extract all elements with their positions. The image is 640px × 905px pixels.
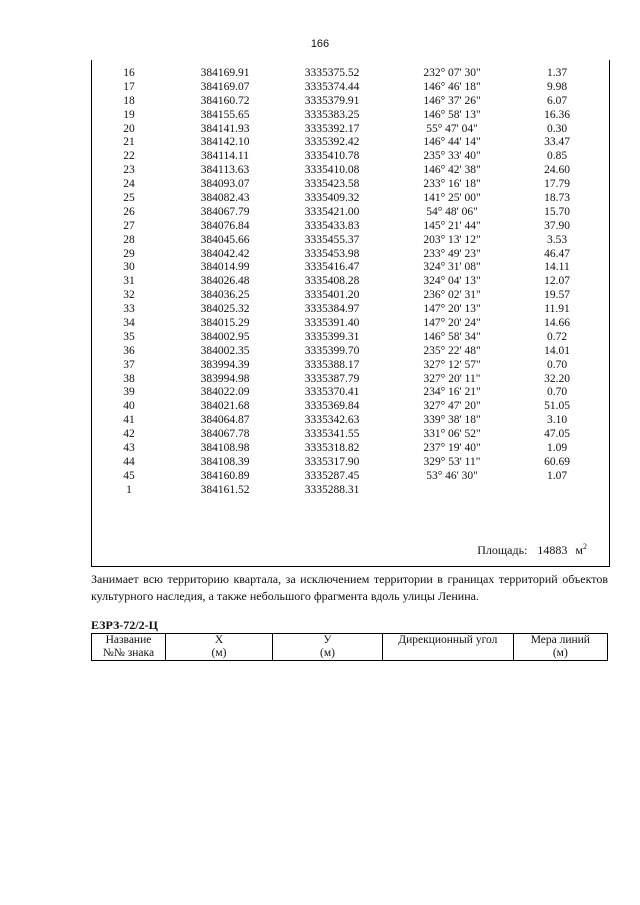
line-length: 14.11 (544, 261, 570, 274)
point-number: 18 (123, 94, 135, 107)
direction-angle: 327° 47' 20" (423, 400, 481, 413)
line-length: 16.36 (544, 108, 570, 121)
point-number: 32 (123, 289, 135, 302)
direction-angle: 53° 46' 30" (426, 469, 478, 482)
line-length: 12.07 (544, 275, 570, 288)
direction-angle: 235° 22' 48" (423, 344, 481, 357)
direction-angle: 203° 13' 12" (423, 233, 481, 246)
y-coordinate: 3335374.44 (304, 80, 360, 93)
x-coordinate: 384064.87 (200, 414, 250, 427)
table-row (92, 275, 609, 289)
point-number: 42 (123, 428, 135, 441)
y-coordinate: 3335383.25 (304, 108, 360, 121)
x-coordinate: 384169.91 (200, 67, 250, 79)
table-row (92, 234, 609, 248)
point-number: 26 (123, 205, 135, 218)
direction-angle: 146° 58' 13" (423, 108, 481, 121)
x-coordinate: 384113.63 (200, 164, 250, 177)
table-row (92, 359, 609, 373)
section-title: ЕЗРЗ-72/2-Ц (91, 618, 158, 632)
header-line: X (214, 634, 224, 646)
direction-angle: 234° 16' 21" (423, 386, 481, 399)
point-number: 38 (123, 372, 135, 385)
point-number: 36 (123, 344, 135, 357)
direction-angle: 146° 58' 34" (423, 330, 481, 343)
coordinates-rows (92, 67, 609, 498)
y-coordinate: 3335455.37 (304, 233, 360, 246)
point-number: 25 (123, 192, 135, 205)
x-coordinate: 384026.48 (200, 275, 250, 288)
line-length: 1.07 (546, 469, 568, 482)
line-length: 15.70 (544, 205, 570, 218)
direction-angle: 327° 12' 57" (423, 358, 481, 371)
x-coordinate: 384108.39 (200, 455, 250, 468)
direction-angle: 146° 46' 18" (423, 80, 481, 93)
direction-angle: 147° 20' 24" (423, 317, 481, 330)
x-coordinate: 384108.98 (200, 442, 250, 455)
y-coordinate: 3335317.90 (304, 455, 360, 468)
table-row (92, 386, 609, 400)
header-line: (м) (320, 647, 335, 659)
x-coordinate: 384142.10 (200, 136, 250, 149)
point-number: 20 (123, 122, 135, 135)
x-coordinate: 384002.35 (200, 344, 250, 357)
y-coordinate: 3335409.32 (304, 192, 360, 205)
line-length: 47.05 (544, 428, 570, 441)
x-coordinate: 384114.11 (200, 150, 250, 163)
table-row (92, 442, 609, 456)
point-number: 17 (123, 80, 135, 93)
table-row (92, 456, 609, 470)
point-number: 27 (123, 219, 135, 232)
header-line: У (323, 634, 332, 646)
header-line: (м) (552, 647, 568, 659)
header-y (273, 634, 383, 661)
direction-angle: 145° 21' 44" (423, 219, 481, 232)
y-coordinate: 3335288.31 (304, 483, 360, 496)
line-length: 32.20 (544, 372, 570, 385)
point-number: 23 (123, 164, 135, 177)
direction-angle: 146° 44' 14" (423, 136, 481, 149)
direction-angle: 233° 16' 18" (423, 178, 481, 191)
x-coordinate: 384021.68 (200, 400, 250, 413)
table-row (92, 95, 609, 109)
point-number: 29 (123, 247, 135, 260)
header-x (165, 634, 272, 661)
y-coordinate: 3335410.08 (304, 164, 360, 177)
direction-angle: 141° 25' 00" (423, 192, 481, 205)
x-coordinate: 384160.72 (200, 94, 250, 107)
line-length: 24.60 (544, 164, 570, 177)
point-number: 40 (123, 400, 135, 413)
y-coordinate: 3335421.00 (304, 205, 360, 218)
y-coordinate: 3335416.47 (304, 261, 360, 274)
line-length: 3.10 (546, 414, 568, 427)
header-line: Название (105, 634, 152, 646)
table-row (92, 81, 609, 95)
zone-description: Занимает всю территорию квартала, за исключением территории в границах территорий объектов культурного наследия, а также небольшого фрагмента вдоль улицы Ленина. (91, 572, 608, 603)
y-coordinate: 3335410.78 (304, 150, 360, 163)
x-coordinate: 384045.66 (200, 233, 250, 246)
table-row (92, 331, 609, 345)
point-number: 33 (123, 303, 135, 316)
direction-angle: 233° 49' 23" (423, 247, 481, 260)
header-line: Мера линий (530, 634, 590, 646)
table-row (92, 317, 609, 331)
y-coordinate: 3335399.31 (304, 330, 360, 343)
line-length: 0.85 (546, 150, 568, 163)
line-length: 0.30 (546, 122, 568, 135)
point-number: 44 (123, 455, 135, 468)
line-length: 51.05 (544, 400, 570, 413)
header-row (92, 634, 608, 661)
direction-angle: 324° 04' 13" (423, 275, 481, 288)
point-number: 22 (123, 150, 135, 163)
y-coordinate: 3335379.91 (304, 94, 360, 107)
table-row (92, 261, 609, 275)
x-coordinate: 384025.32 (200, 303, 250, 316)
point-number: 31 (123, 275, 135, 288)
table-row (92, 303, 609, 317)
header-line-length (513, 634, 607, 661)
table-row (92, 248, 609, 262)
area-summary (477, 542, 587, 558)
y-coordinate: 3335391.40 (304, 317, 360, 330)
y-coordinate: 3335423.58 (304, 178, 360, 191)
y-coordinate: 3335384.97 (304, 303, 360, 316)
y-coordinate: 3335375.52 (304, 67, 360, 79)
y-coordinate: 3335408.28 (304, 275, 360, 288)
line-length: 18.73 (544, 192, 570, 205)
point-number: 45 (123, 469, 135, 482)
line-length: 37.90 (544, 219, 570, 232)
y-coordinate: 3335392.42 (304, 136, 360, 149)
direction-angle: 146° 42' 38" (423, 164, 481, 177)
line-length: 14.01 (544, 344, 570, 357)
line-length: 33.47 (544, 136, 570, 149)
point-number: 43 (123, 442, 135, 455)
table-row (92, 178, 609, 192)
point-number: 39 (123, 386, 135, 399)
point-number: 34 (123, 317, 135, 330)
area-label: Площадь: (477, 543, 528, 557)
y-coordinate: 3335387.79 (304, 372, 360, 385)
x-coordinate: 384015.29 (200, 317, 250, 330)
coordinates-table (91, 60, 610, 567)
table-row (92, 136, 609, 150)
point-number: 16 (123, 67, 135, 79)
y-coordinate: 3335433.83 (304, 219, 360, 232)
point-number: 21 (123, 136, 135, 149)
page-number: 166 (310, 38, 330, 50)
table-row (92, 206, 609, 220)
y-coordinate: 3335318.82 (304, 442, 360, 455)
y-coordinate: 3335401.20 (304, 289, 360, 302)
x-coordinate: 384067.79 (200, 205, 250, 218)
point-number: 41 (123, 414, 135, 427)
line-length: 0.70 (546, 386, 568, 399)
x-coordinate: 384042.42 (200, 247, 250, 260)
y-coordinate: 3335388.17 (304, 358, 360, 371)
point-number: 37 (123, 358, 135, 371)
line-length: 14.66 (544, 317, 570, 330)
direction-angle: 339° 38' 18" (423, 414, 481, 427)
direction-angle: 54° 48' 06" (426, 205, 478, 218)
table-row (92, 123, 609, 137)
direction-angle: 55° 47' 04" (426, 122, 478, 135)
x-coordinate: 384036.25 (200, 289, 250, 302)
table-row (92, 484, 609, 498)
table-row (92, 414, 609, 428)
header-point-name (92, 634, 166, 661)
line-length: 1.09 (546, 442, 568, 455)
point-number: 35 (123, 330, 135, 343)
direction-angle: 147° 20' 13" (423, 303, 481, 316)
point-number: 28 (123, 233, 135, 246)
line-length: 6.07 (546, 94, 568, 107)
x-coordinate: 383994.39 (200, 358, 250, 371)
point-number: 24 (123, 178, 135, 191)
direction-angle: 329° 53' 11" (423, 455, 481, 468)
header-line: №№ знака (102, 647, 155, 659)
x-coordinate: 384076.84 (200, 219, 250, 232)
line-length: 3.53 (546, 233, 568, 246)
table-row (92, 345, 609, 359)
table-row (92, 67, 609, 81)
header-direction-angle (382, 634, 513, 661)
y-coordinate: 3335370.41 (304, 386, 360, 399)
line-length: 19.57 (544, 289, 570, 302)
direction-angle: 331° 06' 52" (423, 428, 481, 441)
y-coordinate: 3335287.45 (304, 469, 360, 482)
table-row (92, 428, 609, 442)
table-row (92, 109, 609, 123)
table-row (92, 164, 609, 178)
table-row (92, 289, 609, 303)
header-line: (м) (211, 647, 227, 659)
point-number: 30 (123, 261, 135, 274)
point-number: 1 (126, 483, 132, 496)
direction-angle: 235° 33' 40" (423, 150, 481, 163)
area-value: 14883 (537, 543, 568, 557)
direction-angle: 146° 37' 26" (423, 94, 481, 107)
x-coordinate: 384155.65 (200, 108, 250, 121)
x-coordinate: 383994.98 (200, 372, 250, 385)
table-row (92, 373, 609, 387)
x-coordinate: 384161.52 (200, 483, 250, 496)
y-coordinate: 3335341.55 (304, 428, 360, 441)
direction-angle: 324° 31' 08" (423, 261, 481, 274)
x-coordinate: 384160.89 (200, 469, 250, 482)
x-coordinate: 384022.09 (200, 386, 250, 399)
x-coordinate: 384141.93 (200, 122, 250, 135)
y-coordinate: 3335369.84 (304, 400, 360, 413)
table-row (92, 470, 609, 484)
x-coordinate: 384067.78 (200, 428, 250, 441)
table-row (92, 150, 609, 164)
point-number: 19 (123, 108, 135, 121)
y-coordinate: 3335453.98 (304, 247, 360, 260)
line-length: 1.37 (546, 67, 568, 79)
direction-angle: 237° 19' 40" (423, 442, 481, 455)
direction-angle: 327° 20' 11" (423, 372, 481, 385)
line-length: 11.91 (544, 303, 570, 316)
line-length: 17.79 (544, 178, 570, 191)
area-unit-exponent: 2 (583, 542, 587, 551)
line-length: 0.70 (546, 358, 568, 371)
y-coordinate: 3335342.63 (304, 414, 360, 427)
line-length: 60.69 (544, 455, 570, 468)
next-section-header-table (91, 633, 608, 661)
direction-angle: 232° 07' 30" (423, 67, 481, 79)
line-length: 0.72 (546, 330, 568, 343)
y-coordinate: 3335392.17 (304, 122, 360, 135)
header-line: Дирекционный угол (398, 634, 498, 646)
table-row (92, 400, 609, 414)
table-row (92, 192, 609, 206)
x-coordinate: 384002.95 (200, 330, 250, 343)
x-coordinate: 384169.07 (200, 80, 250, 93)
x-coordinate: 384014.99 (200, 261, 250, 274)
y-coordinate: 3335399.70 (304, 344, 360, 357)
table-row (92, 220, 609, 234)
line-length: 46.47 (544, 247, 570, 260)
line-length: 9.98 (546, 80, 568, 93)
direction-angle: 236° 02' 31" (423, 289, 481, 302)
x-coordinate: 384093.07 (200, 178, 250, 191)
area-unit: м (575, 543, 583, 557)
x-coordinate: 384082.43 (200, 192, 250, 205)
